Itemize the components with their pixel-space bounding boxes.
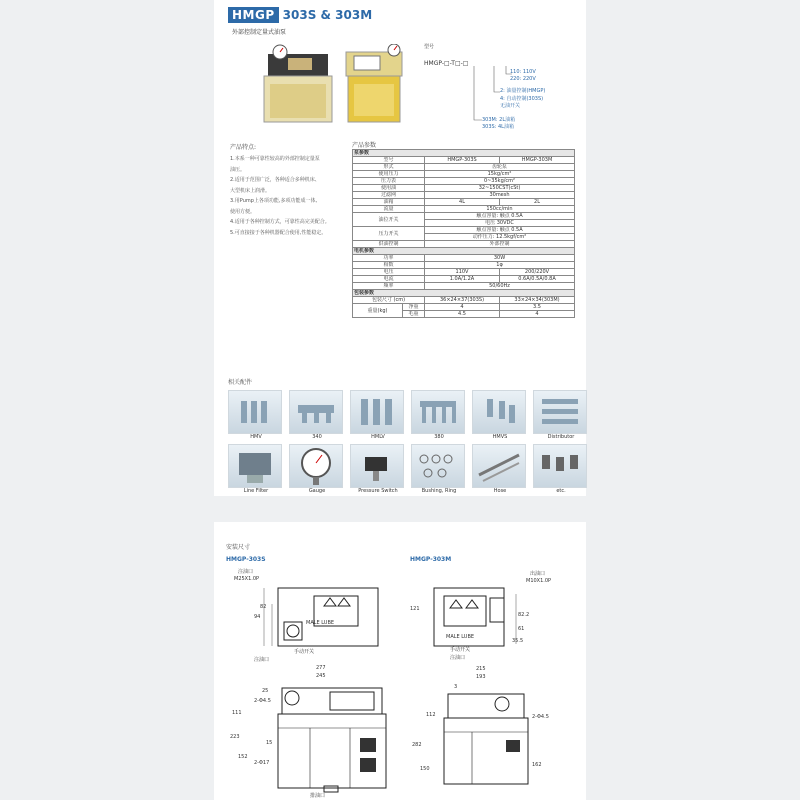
cell: HMGP-303S	[425, 157, 500, 164]
cell: 使用压力	[353, 171, 425, 178]
cell: 动作压力: 12.5kgf/cm²	[425, 234, 575, 241]
accessory-image	[472, 444, 526, 488]
warning-text-right: MALE LUBE	[446, 634, 475, 640]
accessory-image	[289, 444, 343, 488]
front-view-left	[270, 682, 390, 794]
fill-port-label: 注油口	[238, 569, 254, 575]
drain-port-label-right: 注油口	[450, 655, 466, 661]
model-opt-2: 2: 油量控制(HMGP)	[500, 88, 546, 94]
cell: 触点容量: 触点 0.5A	[425, 227, 575, 234]
accessory-image	[533, 390, 587, 434]
feature-line: 油压。	[230, 166, 246, 173]
model-opt-4: 4: 自动控制(303S)	[500, 96, 544, 102]
accessory-hose[interactable]	[472, 444, 528, 494]
cell: 200/220V	[500, 269, 575, 276]
dim-label: 94	[254, 614, 261, 620]
cell: 形式	[353, 164, 425, 171]
cell: 压力表	[353, 178, 425, 185]
cell: 流量	[353, 206, 425, 213]
dim-label: 150	[420, 766, 430, 772]
warning-text-left: MALE LUBE	[306, 620, 335, 626]
pump-photo	[254, 44, 404, 126]
feature-line: 1.本系一种可靠性较高的外部控制定量泵	[230, 156, 320, 162]
product-card	[214, 0, 586, 496]
cell: 33×24×34(303M)	[500, 297, 575, 304]
accessory-bushing-ring[interactable]	[411, 444, 467, 494]
dim-label: 2-Φ4.5	[254, 698, 271, 704]
cell: 4L	[425, 199, 500, 206]
feature-line: 使用方便。	[230, 208, 256, 215]
accessory-caption: Bushing, Ring	[421, 488, 457, 494]
cell: 电压	[353, 269, 425, 276]
cell: 功率	[353, 255, 425, 262]
dim-label: 193	[476, 674, 486, 680]
manual-switch-label: 手动开关	[294, 649, 315, 655]
brand-badge: HMGP	[228, 7, 279, 23]
dim-label: 82.2	[518, 612, 530, 618]
front-view-right	[438, 690, 534, 790]
accessory-caption: 340	[312, 434, 322, 440]
accessory-image	[350, 390, 404, 434]
model-opt-303s: 303S: 4L油箱	[482, 124, 514, 130]
feature-line: 3.用Pump上各项功能,多项功能成一体,	[230, 198, 318, 204]
cell: 电流	[353, 276, 425, 283]
cell: 50/60Hz	[425, 283, 575, 290]
params-title: 产品参数	[352, 142, 377, 149]
cell: 包装尺寸 (cm)	[353, 297, 425, 304]
accessory-caption: Hose	[493, 488, 507, 494]
accessory-380[interactable]	[411, 390, 467, 440]
sec-pack: 包装参数	[353, 290, 575, 297]
accessory-pressure-switch[interactable]	[350, 444, 406, 494]
outlet-port-thread: M10X1.0P	[526, 578, 552, 584]
cell: 净重	[403, 304, 425, 311]
dim-label: 82	[260, 604, 267, 610]
cell: 0.6A/0.5A/0.8A	[500, 276, 575, 283]
accessory-caption: HMV	[250, 434, 262, 440]
fill-port-thread: M25X1.0P	[234, 576, 260, 582]
dim-label: 61	[518, 626, 525, 632]
dim-label: 121	[410, 606, 420, 612]
model-opt-none: 无油开关	[500, 103, 521, 109]
dim-label: 245	[316, 673, 326, 679]
accessory-caption: Line Filter	[243, 488, 269, 494]
cell: HMGP-303M	[500, 157, 575, 164]
features-title: 产品特点:	[230, 144, 257, 151]
dimensions-title: 安装尺寸	[226, 544, 251, 551]
left-model: HMGP-303S	[226, 556, 266, 563]
model-opt-110: 110: 110V	[510, 69, 536, 75]
feature-line: 4.适用于各种控制方式，可靠性高完美配合。	[230, 219, 330, 225]
cell: 30W	[425, 255, 575, 262]
features	[230, 142, 350, 238]
cell: 压力开关	[353, 227, 425, 241]
accessories-grid	[228, 390, 578, 494]
cell: 3.5	[500, 304, 575, 311]
top-view-right	[420, 584, 540, 660]
accessory-340[interactable]	[289, 390, 345, 440]
accessory-image	[289, 390, 343, 434]
cell: 15kg/cm²	[425, 171, 575, 178]
accessory-image	[533, 444, 587, 488]
cell: 30mesh	[425, 192, 575, 199]
accessory-hmlv[interactable]	[350, 390, 406, 440]
cell: 110V	[425, 269, 500, 276]
accessory-image	[411, 390, 465, 434]
cell: 1.0A/1.2A	[425, 276, 500, 283]
cell: 过滤网	[353, 192, 425, 199]
cell: 1φ	[425, 262, 575, 269]
dim-label: 215	[476, 666, 486, 672]
accessory-image	[350, 444, 404, 488]
feature-line: 2.适用于范围广泛，各种适合多种机床、	[230, 177, 320, 183]
dim-label: 15	[266, 740, 273, 746]
dim-label: 152	[238, 754, 248, 760]
accessory-caption: Gauge	[308, 488, 326, 494]
cell: 触点容量: 触点 0.5A	[425, 213, 575, 220]
cell: 32~150CST(cSt)	[425, 185, 575, 192]
dim-label: 2-Φ17	[254, 760, 270, 766]
accessory-hmvs[interactable]	[472, 390, 528, 440]
dim-label: 2-Φ4.5	[532, 714, 549, 720]
cell: 150cc/min	[425, 206, 575, 213]
accessory-line-filter[interactable]	[228, 444, 284, 494]
dim-label: 25	[262, 688, 269, 694]
manual-switch-label-right: 手动开关	[450, 647, 471, 653]
cell: 油位开关	[353, 213, 425, 227]
accessory-caption: Pressure Switch	[358, 488, 398, 494]
cell: 相数	[353, 262, 425, 269]
product-header	[228, 7, 372, 23]
accessory-image	[228, 390, 282, 434]
accessory-gauge[interactable]	[289, 444, 345, 494]
cell: 齿轮泵	[425, 164, 575, 171]
right-model: HMGP-303M	[410, 556, 452, 563]
outlet-port-label: 出油口	[530, 571, 546, 577]
dim-label: 282	[412, 742, 422, 748]
accessory-image	[228, 444, 282, 488]
cell: 4.5	[425, 311, 500, 318]
cell: 频率	[353, 283, 425, 290]
cell: 0~35kg/cm²	[425, 178, 575, 185]
drain-port-label: 注油口	[254, 657, 270, 663]
cell: 36×24×37(303S)	[425, 297, 500, 304]
cell: 2L	[500, 199, 575, 206]
model-opt-220: 220: 220V	[510, 76, 536, 82]
drain-port-bottom: 排油口	[310, 793, 326, 799]
dim-label: 162	[532, 762, 542, 768]
accessory-caption: HMVS	[492, 434, 508, 440]
cell: 重量(kg)	[353, 304, 403, 318]
cell: 供油控制	[353, 241, 425, 248]
accessory-image	[411, 444, 465, 488]
sec-motor: 电机参数	[353, 248, 575, 255]
model-code: HMGP-□-T□-□	[424, 60, 469, 67]
dim-label: 112	[426, 712, 436, 718]
feature-line: 大型机床上润滑。	[230, 187, 271, 194]
cell: 外部控制	[425, 241, 575, 248]
accessory-caption: HMLV	[371, 434, 385, 440]
sec-pump: 泵参数	[353, 150, 575, 157]
cell: 毛重	[403, 311, 425, 318]
params	[352, 140, 574, 318]
accessories-title: 相关配件	[228, 379, 253, 386]
accessory-caption: etc.	[556, 488, 566, 494]
accessory-caption: Distributor	[547, 434, 575, 440]
cell: 型号	[353, 157, 425, 164]
dim-label: 3	[454, 684, 458, 690]
model-opt-303m: 303M: 2L油箱	[482, 117, 516, 123]
cell: 4	[425, 304, 500, 311]
cell: 油箱	[353, 199, 425, 206]
feature-line: 5.可直接接于各种机器配合使用,性能稳定。	[230, 229, 327, 236]
accessory-image	[472, 390, 526, 434]
accessory-distributor[interactable]	[533, 390, 589, 440]
product-title: 303S & 303M	[282, 8, 373, 22]
dim-label: 223	[230, 734, 240, 740]
dim-label: 277	[316, 665, 326, 671]
accessory-caption: 380	[434, 434, 444, 440]
cell: 电压 30VDC	[425, 220, 575, 227]
params-table	[352, 149, 575, 318]
product-subtitle: 外部控制定量式油泵	[232, 29, 287, 36]
model-code-label: 型号	[424, 44, 435, 50]
cell: 4	[500, 311, 575, 318]
accessory-etc[interactable]	[533, 444, 589, 494]
dim-label: 111	[232, 710, 242, 716]
dim-label: 35.5	[512, 638, 524, 644]
dimension-card	[214, 522, 586, 800]
accessory-hmv[interactable]	[228, 390, 284, 440]
cell: 使用油	[353, 185, 425, 192]
